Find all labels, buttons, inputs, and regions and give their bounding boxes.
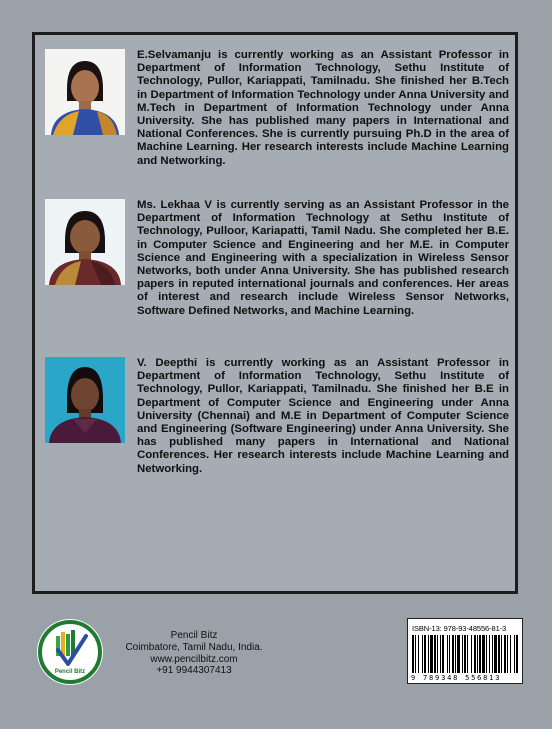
barcode-bar (498, 635, 500, 673)
barcode-bar (516, 635, 518, 673)
isbn-digits: 9 789348 556813 (411, 674, 502, 682)
isbn-barcode (407, 618, 523, 684)
barcode-bar (514, 635, 515, 673)
barcode-bar (489, 635, 490, 673)
barcode-bar (442, 635, 444, 673)
barcode-bar (449, 635, 450, 673)
barcode-bar (482, 635, 485, 673)
barcode-bar (437, 635, 438, 673)
author-photo-selvamanju (45, 49, 125, 135)
barcode-bar (434, 635, 436, 673)
barcode-bar (467, 635, 468, 673)
publisher-logo-label: Pencil Bitz (54, 669, 86, 675)
barcode-bar (430, 635, 433, 673)
publisher-contact (114, 630, 274, 677)
barcode-bar (479, 635, 481, 673)
publisher-website[interactable]: www.pencilbitz.com (150, 653, 238, 665)
barcode-bar (455, 635, 456, 673)
barcode-bar (462, 635, 463, 673)
barcode-bar (471, 635, 472, 673)
barcode-bar (501, 635, 502, 673)
barcode-bar (492, 635, 493, 673)
barcode-bar (474, 635, 476, 673)
author-bio-selvamanju: E.Selvamanju is currently working as an Assistant Professor in Department of Information Technology, Sethu Institute of Technology, Pullor, Kariappati, Tamilnadu. She finished her B.Tech in Department of Information Technology under Anna University and M.Tech in Department of Information Technology under Anna University. She has published many papers in International and National Conferences. She is currently pursuing Ph.D in the area of Machine Learning. Her research interests include Machine Learning and Networking. (137, 49, 509, 167)
publisher-phone: +91 9944307413 (156, 665, 232, 677)
barcode-bar (464, 635, 466, 673)
barcode-bar (440, 635, 441, 673)
author-bios-panel (32, 32, 518, 594)
barcode-bar (486, 635, 487, 673)
barcode-bar (418, 635, 419, 673)
barcode-bar (494, 635, 497, 673)
isbn-label: ISBN-13: 978-93-48556-81-3 (412, 624, 507, 633)
barcode-bar (452, 635, 454, 673)
barcode-bar (424, 635, 426, 673)
publisher-logo-icon (36, 618, 104, 686)
barcode-bar (507, 635, 508, 673)
publisher-block (36, 618, 301, 688)
barcode-bars (412, 635, 520, 673)
barcode-bar (412, 635, 414, 673)
author-photo-deepthi (45, 357, 125, 443)
barcode-bar (457, 635, 460, 673)
barcode-bar (504, 635, 506, 673)
barcode-bar (477, 635, 478, 673)
author-photo-lekhaa (45, 199, 125, 285)
barcode-bar (428, 635, 429, 673)
author-bio-lekhaa: Ms. Lekhaa V is currently serving as an Assistant Professor in the Department of Information Technology at Sethu Institute of Technology, Pulloor, Kariapatti, Tamil Nadu. She completed her B.E. in Computer Science and Engineering and her M.E. in Computer Science and Engineering with a specialization in Wireless Sensor Networks, both under Anna University. She has published research papers in reputed international journals and conferences. Her areas of interest and research include Wireless Sensor Networks, Software Defined Networks, and Machine Learning. (137, 199, 509, 317)
publisher-address: Coimbatore, Tamil Nadu, India. (125, 641, 263, 653)
barcode-bar (422, 635, 423, 673)
barcode-bar (415, 635, 416, 673)
author-bio-deepthi: V. Deepthi is currently working as an Assistant Professor in Department of Information Technology, Sethu Institute of Technology, Pullor, Kariappati, Tamilnadu. She finished her B.E in Department of Computer Science and Engineering under Anna University (Chennai) and M.E in Department of Computer Science and Engineering (Software Engineering) under Anna University. She has published many papers in International and National Conferences. Her research interests include Machine Learning and Networking. (137, 357, 509, 475)
publisher-name: Pencil Bitz (170, 630, 218, 641)
barcode-bar (510, 635, 511, 673)
barcode-bar (447, 635, 448, 673)
